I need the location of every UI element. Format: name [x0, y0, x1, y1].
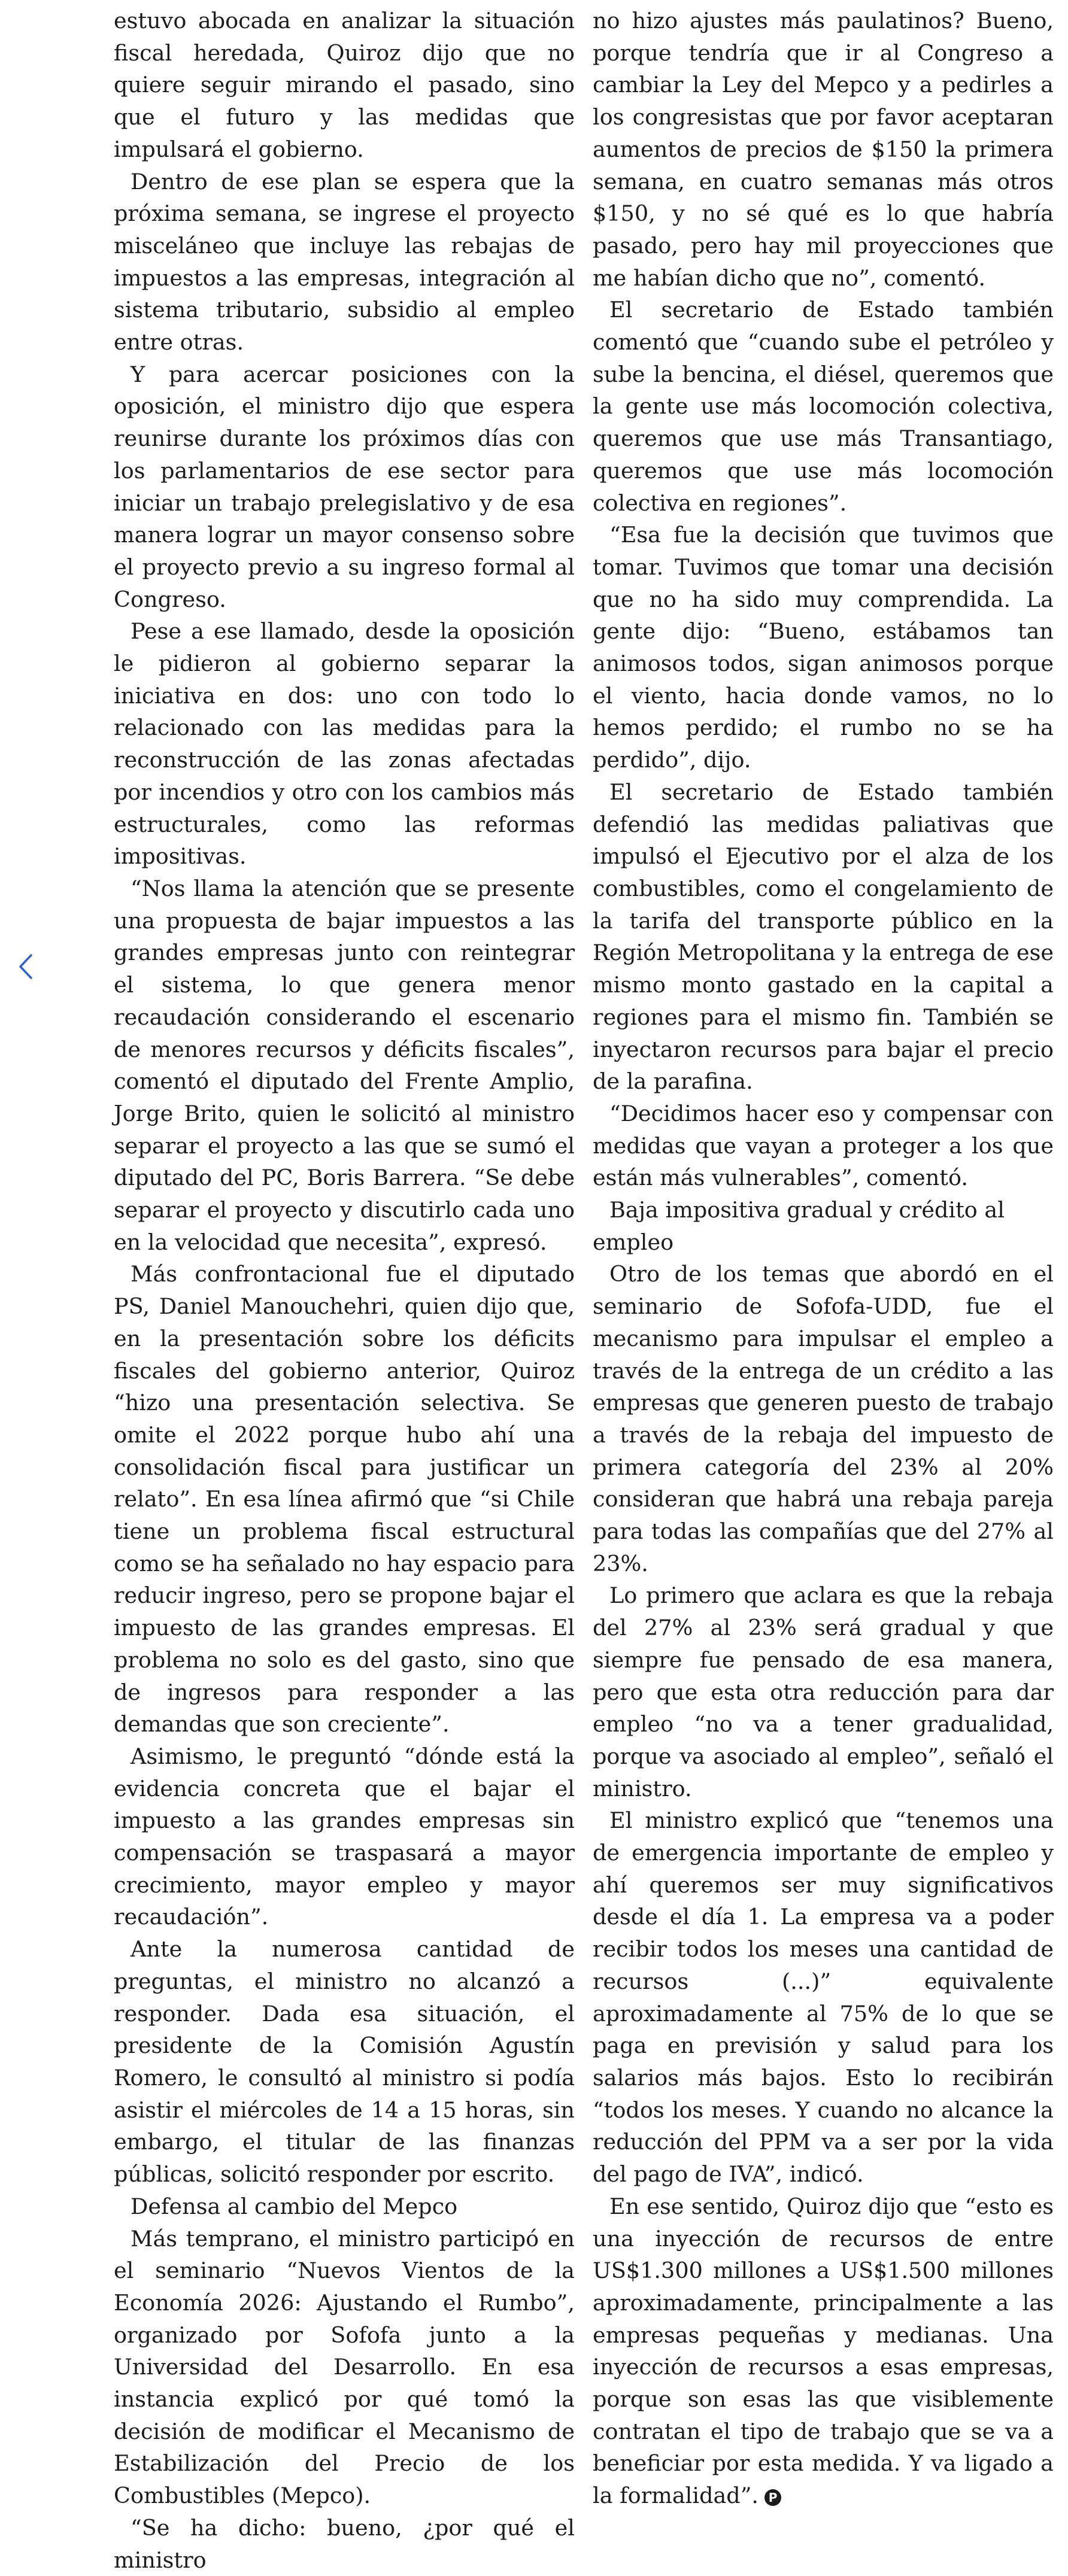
paragraph-final: [593, 2191, 1054, 2512]
paragraph: Más temprano, el ministro participó en el seminario “Nuevos Vientos de la Economía 2026: Ajustando el Rumbo”, organizado por Sofofa junto a la Universidad del Desarrollo. En esa instancia explicó por qué tomó la decisión de modificar el Mecanismo de Estabilización del Precio de los Combustibles (Mepco).: [114, 2225, 575, 2509]
paragraph: “Decidimos hacer eso y compensar con medidas que vayan a proteger a los que están más vulnerables”, comentó.: [593, 1100, 1054, 1191]
paragraph-final-text: En ese sentido, Quiroz dijo que “esto es una inyección de recursos de entre US$1.300 millones a US$1.500 millones aproximadamente, principalmente a las empresas pequeñas y medianas. Una inyección de recursos a esas empresas, porque son esas las que visiblemente contratan el tipo de trabajo que se va a beneficiar por esta medida. Y va ligado a la formalidad”.: [593, 2193, 1054, 2509]
subheading-tax-credit: Baja impositiva gradual y crédito al empleo: [593, 1197, 1005, 1255]
paragraph-continued: estuvo abocada en analizar la situación fiscal heredada, Quiroz dijo que no quiere seguir mirando el pasado, sino que el futuro y las medidas que impulsará el gobierno.: [114, 8, 575, 162]
article-column-right: [593, 5, 1054, 2512]
paragraph: Dentro de ese plan se espera que la próxima semana, se ingrese el proyecto misceláneo que incluye las rebajas de impuestos a las empresas, integración al sistema tributario, subsidio al empleo entre otras.: [114, 168, 575, 356]
paragraph: Lo primero que aclara es que la rebaja del 27% al 23% será gradual y que siempre fue pensado de esa manera, pero que esta otra reducción para dar empleo “no va a tener gradualidad, porque va asociado al empleo”, señaló el ministro.: [593, 1582, 1054, 1802]
article-column-left: [114, 5, 575, 2576]
paragraph: Pese a ese llamado, desde la oposición le pidieron al gobierno separar la iniciativa en dos: uno con todo lo relacionado con las medidas para la reconstrucción de las zonas afectadas por incendios y otro con los cambios más estructurales, como las reformas impositivas.: [114, 618, 575, 870]
paragraph: El secretario de Estado también comentó que “cuando sube el petróleo y sube la bencina, el diésel, queremos que la gente use más locomoción colectiva, queremos que use más Transantiago, queremos que use más locomoción colectiva en regiones”.: [593, 297, 1054, 516]
paragraph: Más confrontacional fue el diputado PS, Daniel Manouchehri, quien dijo que, en la presentación sobre los déficits fiscales del gobierno anterior, Quiroz “hizo una presentación selectiva. Se omite el 2022 porque hubo ahí una consolidación fiscal para justificar un relato”. En esa línea afirmó que “si Chile tiene un problema fiscal estructural como se ha señalado no hay espacio para reducir ingreso, pero se propone bajar el impuesto de las grandes empresas. El problema no solo es del gasto, sino que de ingresos para responder a las demandas que son creciente”.: [114, 1261, 575, 1737]
paragraph: Ante la numerosa cantidad de preguntas, el ministro no alcanzó a responder. Dada esa situación, el presidente de la Comisión Agustín Romero, le consultó al ministro si podía asistir el miércoles de 14 a 15 horas, sin embargo, el titular de las finanzas públicas, solicitó responder por escrito.: [114, 1936, 575, 2188]
paragraph: El secretario de Estado también defendió las medidas paliativas que impulsó el Ejecutivo por el alza de los combustibles, como el congelamiento de la tarifa del transporte público en la Región Metropolitana y la entrega de ese mismo monto gastado en la capital a regiones para el mismo fin. También se inyectaron recursos para bajar el precio de la parafina.: [593, 779, 1054, 1095]
paragraph: “Nos llama la atención que se presente una propuesta de bajar impuestos a las grandes empresas junto con reintegrar el sistema, lo que genera menor recaudación considerando el escenario de menores recursos y déficits fiscales”, comentó el diputado del Frente Amplio, Jorge Brito, quien le solicitó al ministro separar el proyecto a las que se sumó el diputado del PC, Boris Barrera. “Se debe separar el proyecto y discutirlo cada uno en la velocidad que necesita”, expresó.: [114, 875, 575, 1255]
paragraph: Otro de los temas que abordó en el seminario de Sofofa-UDD, fue el mecanismo para impulsar el empleo a través de la entrega de un crédito a las empresas que generen puesto de trabajo a través de la rebaja del impuesto de primera categoría del 23% al 20% consideran que habrá una rebaja pareja para todas las compañías que del 27% al 23%.: [593, 1261, 1054, 1576]
subheading-mepco: Defensa al cambio del Mepco: [131, 2193, 458, 2219]
end-of-article-icon: P: [764, 2489, 781, 2506]
paragraph: El ministro explicó que “tenemos una de emergencia importante de empleo y ahí queremos ser muy significativos desde el día 1. La empresa va a poder recibir todos los meses una cantidad de recursos (...)” equivalente aproximadamente al 75% de lo que se paga en previsión y salud para los salarios más bajos. Esto lo recibirán “todos los meses. Y cuando no alcance la reducción del PPM va a ser por la vida del pago de IVA”, indicó.: [593, 1808, 1054, 2188]
paragraph: Asimismo, le preguntó “dónde está la evidencia concreta que el bajar el impuesto a las grandes empresas sin compensación se traspasará a mayor crecimiento, mayor empleo y mayor recaudación”.: [114, 1743, 575, 1930]
chevron-left-icon: [17, 952, 35, 982]
paragraph: “Esa fue la decisión que tuvimos que tomar. Tuvimos que tomar una decisión que no ha sido muy comprendida. La gente dijo: “Bueno, estábamos tan animosos todos, sigan animosos porque el viento, hacia donde vamos, no lo hemos perdido; el rumbo no se ha perdido”, dijo.: [593, 522, 1054, 773]
previous-page-button[interactable]: [11, 946, 41, 988]
paragraph: “Se ha dicho: bueno, ¿por qué el ministro: [114, 2514, 575, 2573]
paragraph-continued: no hizo ajustes más paulatinos? Bueno, porque tendría que ir al Congreso a cambiar la Ley del Mepco y a pedirles a los congresistas que por favor aceptaran aumentos de precios de $150 la primera semana, en cuatro semanas más otros $150, y no sé qué es lo que habría pasado, pero hay mil proyecciones que me habían dicho que no”, comentó.: [593, 8, 1054, 291]
paragraph: Y para acercar posiciones con la oposición, el ministro dijo que espera reunirse durante los próximos días con los parlamentarios de ese sector para iniciar un trabajo prelegislativo y de esa manera lograr un mayor consenso sobre el proyecto previo a su ingreso formal al Congreso.: [114, 361, 575, 612]
